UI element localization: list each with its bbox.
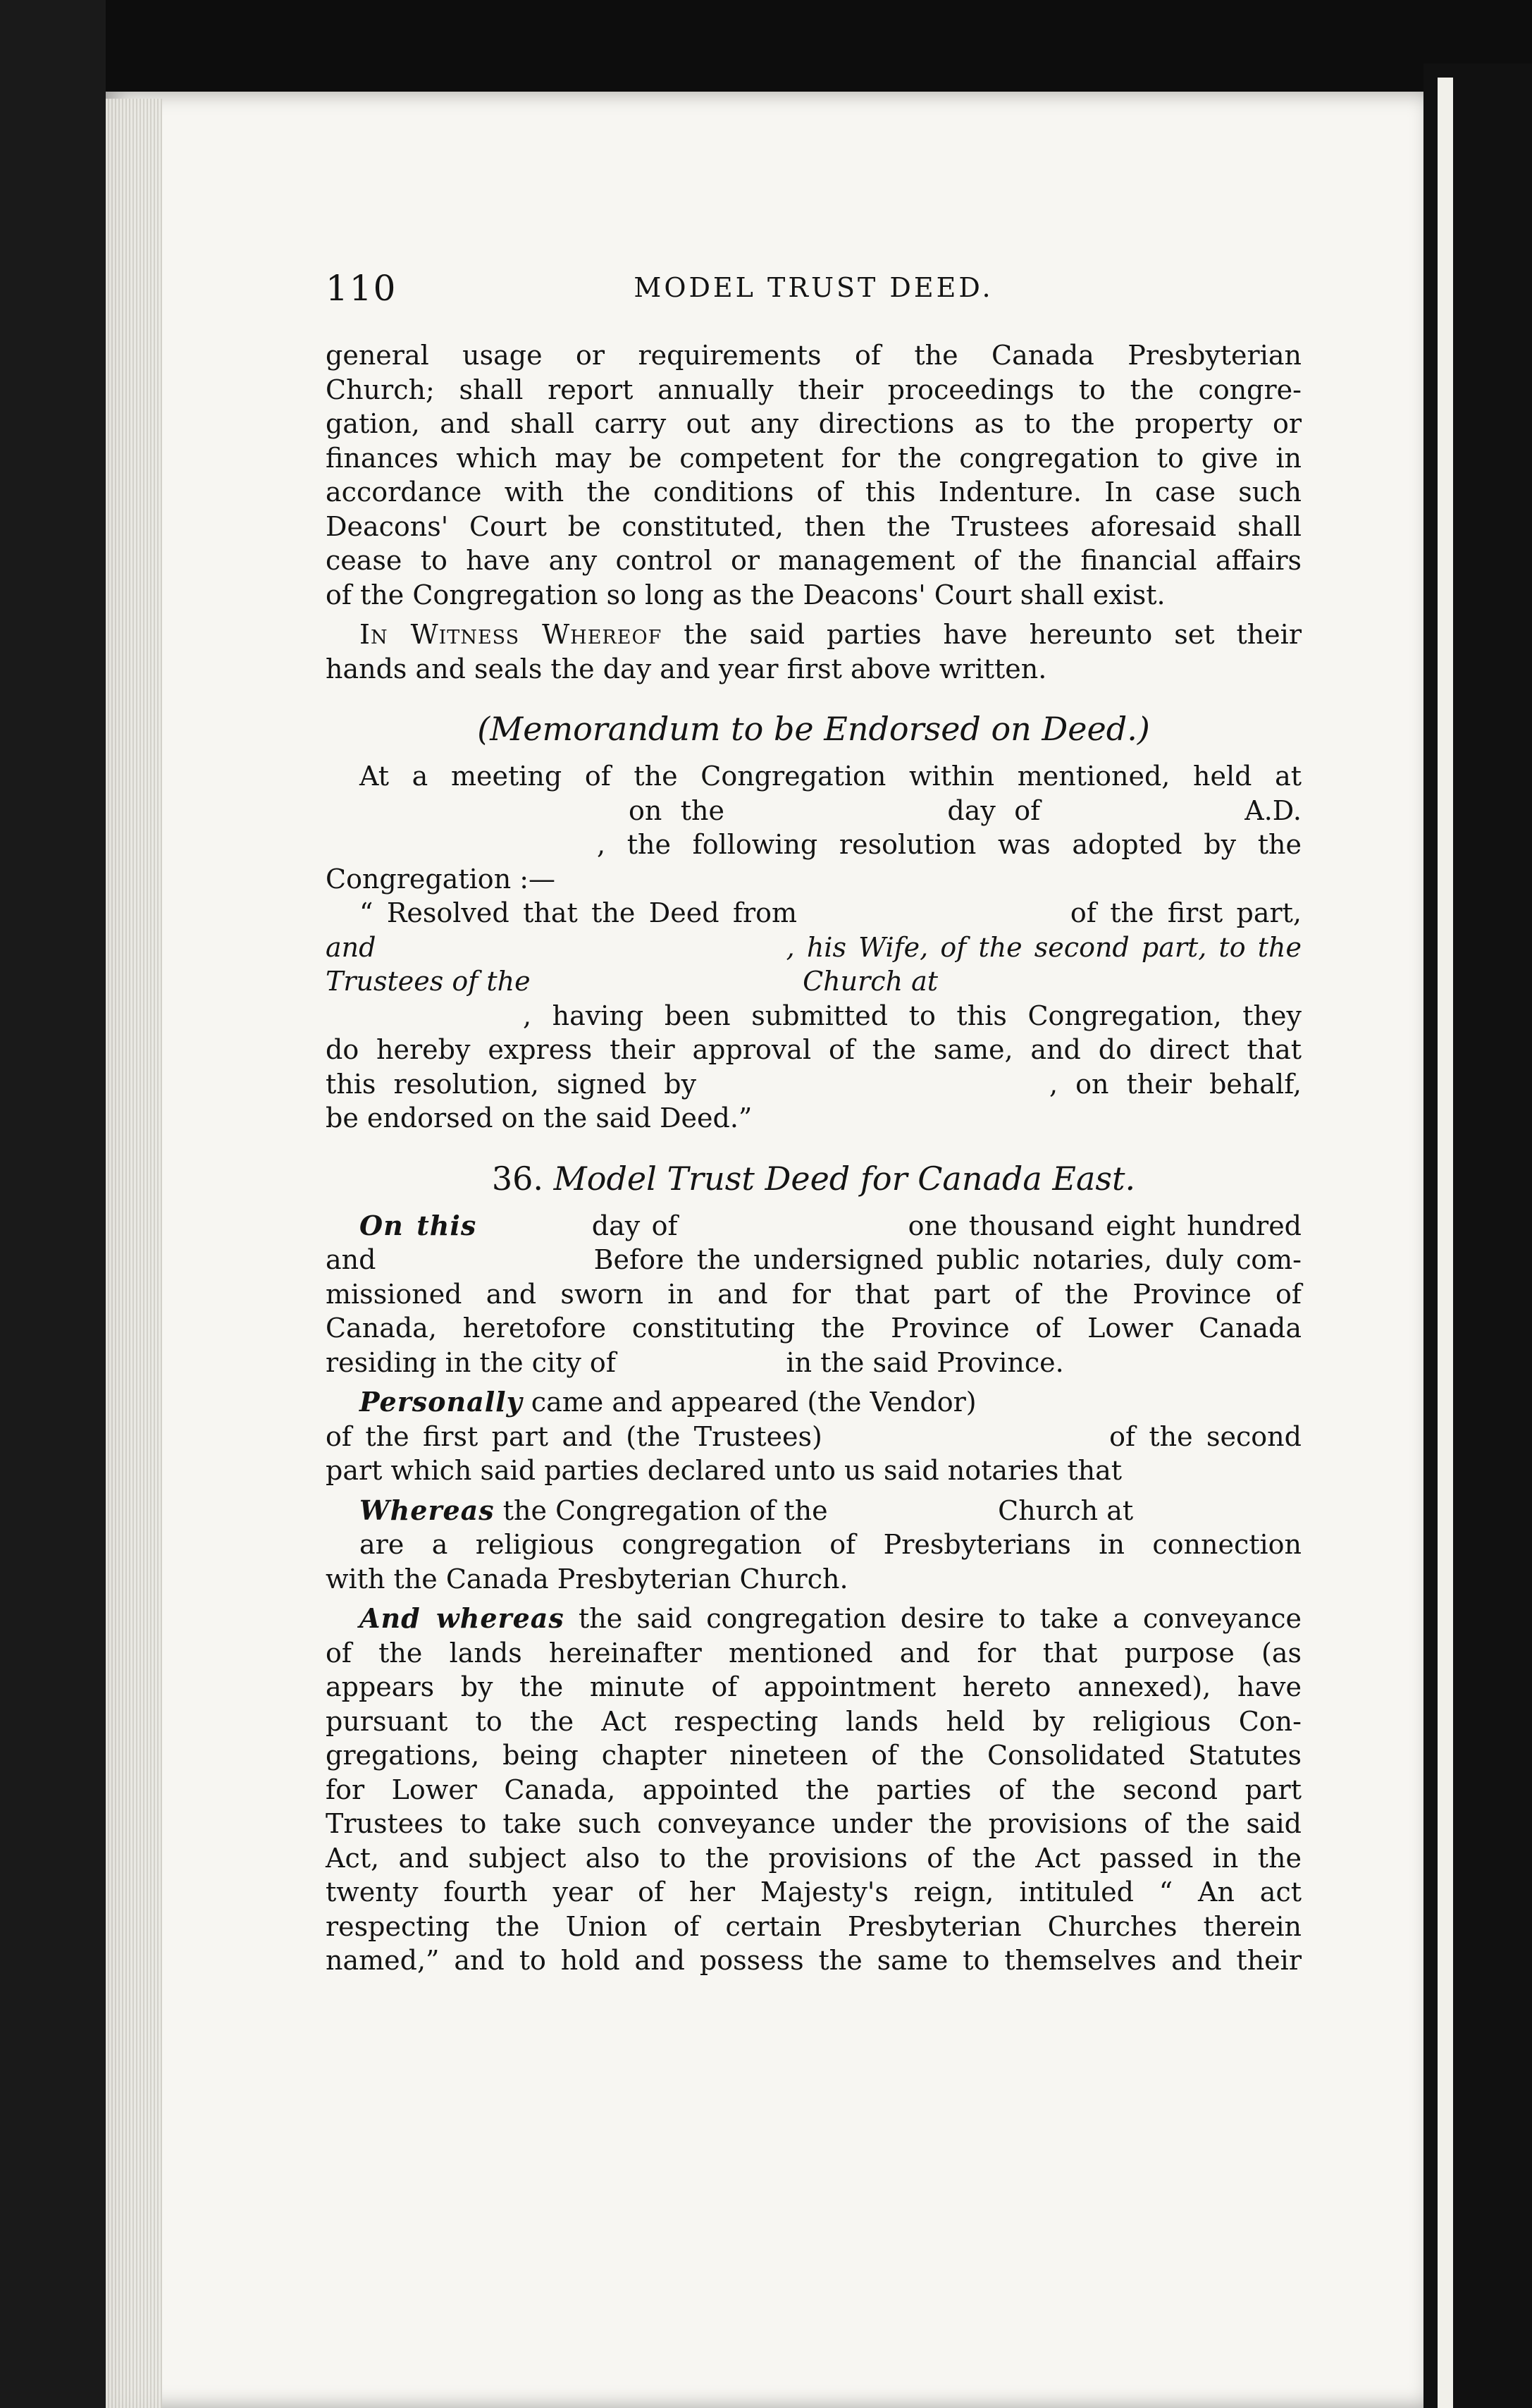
text-line: Congregation :— <box>326 863 556 895</box>
memorandum-body <box>326 759 1302 1136</box>
text-line: gation, and shall carry out any directions as to the property or <box>326 408 1302 439</box>
running-head: MODEL TRUST DEED. <box>634 272 994 303</box>
text-line: , having been submitted to this Congregation, they <box>523 1000 1302 1031</box>
text-line: accordance with the conditions of this Indenture. In case such <box>326 477 1302 508</box>
text-line: of the Congregation so long as the Deacons' Court shall exist. <box>326 579 1166 610</box>
page-content <box>326 268 1302 1978</box>
section-title: Model Trust Deed for Canada East. <box>553 1159 1136 1198</box>
text-line: for Lower Canada, appointed the parties of the second part <box>326 1774 1302 1805</box>
text-line: , the following resolution was adopted by the <box>597 829 1302 860</box>
text-line: pursuant to the Act respecting lands held by religious Con- <box>326 1705 1302 1737</box>
text-line: respecting the Union of certain Presbyterian Churches therein <box>326 1910 1302 1942</box>
paragraph-personally <box>326 1385 1302 1488</box>
text-line: this resolution, signed by , on their behalf, <box>326 1068 1302 1100</box>
text-run: the said parties have hereunto set their <box>662 619 1302 650</box>
text-line: and Before the undersigned public notaries, duly com- <box>326 1244 1302 1275</box>
paragraph-witness <box>326 618 1302 686</box>
blackletter-lead: On this <box>359 1209 477 1241</box>
text-line: general usage or requirements of the Canada Presbyterian <box>326 340 1302 371</box>
blackletter-lead: Whereas <box>359 1494 495 1526</box>
text-line: cease to have any control or management of the financial affairs <box>326 545 1302 576</box>
text-line: Canada, heretofore constituting the Province of Lower Canada <box>326 1313 1302 1344</box>
page-number: 110 <box>326 268 397 309</box>
text-line: Trustees to take such conveyance under the provisions of the said <box>326 1808 1302 1839</box>
text-run: came and appeared (the Vendor) <box>522 1387 977 1418</box>
blackletter-lead: And whereas <box>359 1602 564 1634</box>
facing-page-edge <box>1438 78 1453 2408</box>
text-line: twenty fourth year of her Majesty's reign, intituled “ An act <box>326 1876 1302 1908</box>
text-line: hands and seals the day and year first above written. <box>326 653 1047 684</box>
text-line: appears by the minute of appointment hereto annexed), have <box>326 1671 1302 1702</box>
memorandum-heading: (Memorandum to be Endorsed on Deed.) <box>477 710 1150 748</box>
text-run: the said congregation desire to take a conveyance <box>564 1603 1302 1634</box>
paragraph-on-this <box>326 1209 1302 1380</box>
text-line: missioned and sworn in and for that part of the Province of <box>326 1278 1302 1310</box>
text-line: Church; shall report annually their proceedings to the congre- <box>326 374 1302 405</box>
witness-lead: In Witness Whereof <box>359 619 662 650</box>
text-line: with the Canada Presbyterian Church. <box>326 1563 848 1595</box>
text-line: “ Resolved that the Deed from of the first part, <box>359 897 1302 928</box>
text-line: on the day of A.D. <box>629 794 1302 826</box>
text-line: Act, and subject also to the provisions of the Act passed in the <box>326 1842 1302 1874</box>
text-line: named,” and to hold and possess the same to themselves and their <box>326 1945 1302 1976</box>
text-line: part which said parties declared unto us said notaries that <box>326 1455 1123 1486</box>
page-header <box>326 268 1302 338</box>
text-line: and , his Wife, of the second part, to the <box>326 931 1302 963</box>
text-line: of the lands hereinafter mentioned and for that purpose (as <box>326 1637 1302 1669</box>
text-line: Trustees of the Church at <box>326 966 939 997</box>
text-line: residing in the city of in the said Province. <box>326 1346 1064 1378</box>
text-run: day of one thousand eight hundred <box>476 1210 1302 1241</box>
text-line: of the first part and (the Trustees) of the second <box>326 1420 1302 1452</box>
page-stack-edge <box>106 99 162 2408</box>
section-number: 36. <box>491 1159 544 1198</box>
text-line: be endorsed on the said Deed.” <box>326 1102 753 1134</box>
text-line: Deacons' Court be constituted, then the Trustees aforesaid shall <box>326 510 1302 542</box>
paragraph-whereas <box>326 1494 1302 1597</box>
section-36-heading <box>326 1160 1302 1198</box>
text-line: At a meeting of the Congregation within mentioned, held at <box>359 761 1302 792</box>
blackletter-lead: Personally <box>359 1386 523 1418</box>
paragraph-deacons-court <box>326 338 1302 612</box>
text-line: gregations, being chapter nineteen of the Consolidated Statutes <box>326 1740 1302 1771</box>
text-run: the Congregation of the Church at <box>494 1494 1134 1526</box>
text-line: finances which may be competent for the congregation to give in <box>326 442 1302 474</box>
paragraph-and-whereas <box>326 1602 1302 1978</box>
text-line: are a religious congregation of Presbyterians in connection <box>359 1529 1302 1560</box>
text-line: do hereby express their approval of the same, and do direct that <box>326 1034 1302 1065</box>
scan-dark-border-top <box>106 0 1532 106</box>
